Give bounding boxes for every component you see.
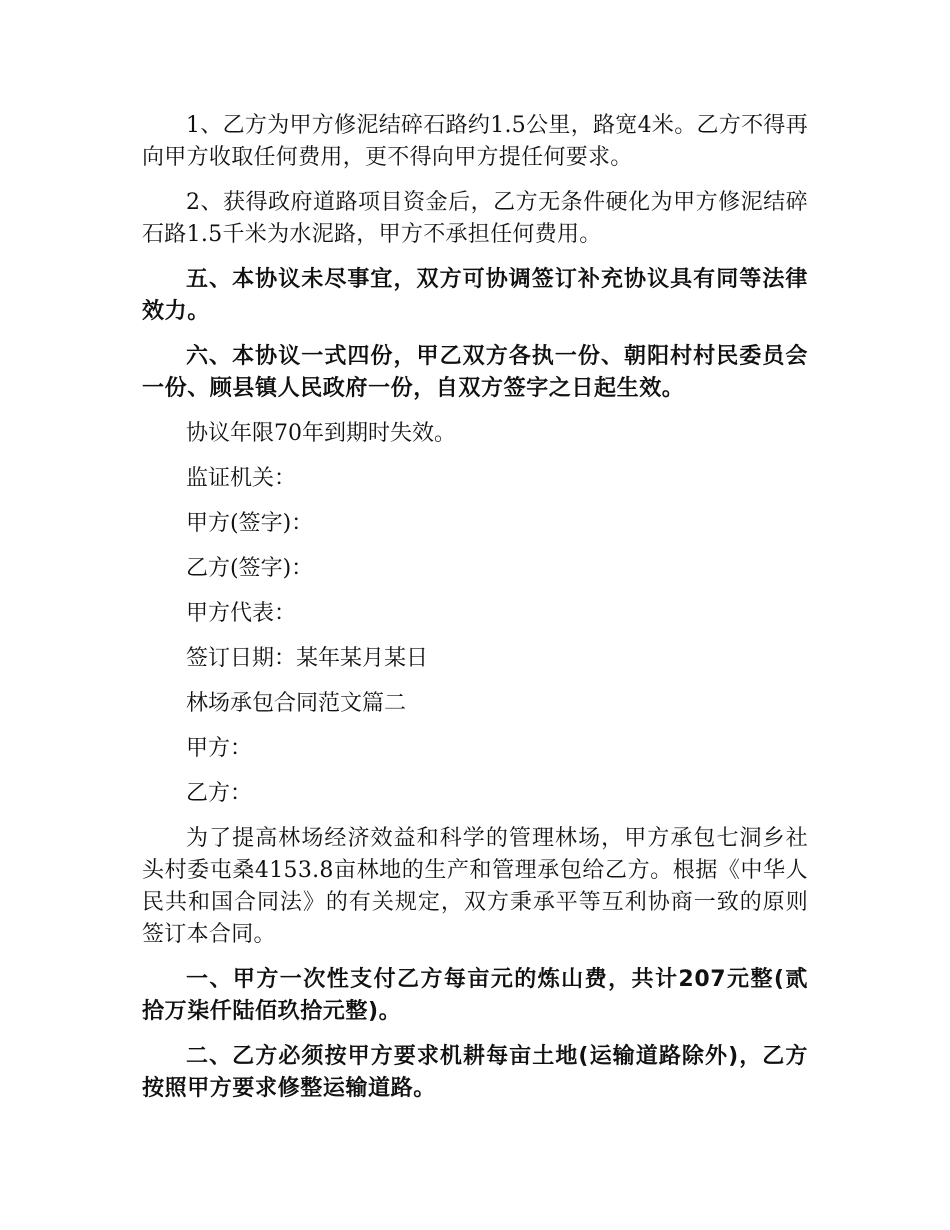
section-title: 林场承包合同范文篇二 bbox=[186, 691, 407, 716]
party-a-representative-line: 甲方代表： bbox=[186, 601, 297, 626]
clause-road-hardening: 2、获得政府道路项目资金后，乙方无条件硬化为甲方修泥结碎石路1.5千米为水泥路，甲方不承担任何费用。 bbox=[142, 190, 808, 247]
article-two-heading: 二、乙方必须按甲方要求机耕每亩土地(运输道路除外)，乙方按照甲方要求修整运输道路。 bbox=[142, 1044, 808, 1101]
term-line: 协议年限70年到期时失效。 bbox=[186, 421, 456, 446]
article-six-heading: 六、本协议一式四份，甲乙双方各执一份、朝阳村村民委员会一份、顾县镇人民政府一份，自双方签字之日起生效。 bbox=[142, 344, 808, 401]
party-b-signature-line: 乙方(签字)： bbox=[186, 556, 314, 581]
party-a-line: 甲方： bbox=[186, 736, 253, 761]
document-page bbox=[142, 110, 808, 1118]
article-one-heading: 一、甲方一次性支付乙方每亩元的炼山费，共计207元整(贰拾万柒仟陆佰玖拾元整)。 bbox=[142, 967, 808, 1024]
article-five-heading: 五、本协议未尽事宜，双方可协调签订补充协议具有同等法律效力。 bbox=[142, 267, 808, 324]
preamble-paragraph: 为了提高林场经济效益和科学的管理林场，甲方承包七洞乡社头村委屯桑4153.8亩林地的生产和管理承包给乙方。根据《中华人民共和国合同法》的有关规定，双方秉承平等互利协商一致的原则签订本合同。 bbox=[142, 826, 808, 947]
signing-date-line: 签订日期：某年某月某日 bbox=[186, 646, 429, 671]
party-a-signature-line: 甲方(签字)： bbox=[186, 511, 314, 536]
clause-road-construction: 1、乙方为甲方修泥结碎石路约1.5公里，路宽4米。乙方不得再向甲方收取任何费用，更不得向甲方提任何要求。 bbox=[142, 113, 808, 170]
party-b-line: 乙方： bbox=[186, 781, 253, 806]
supervisor-line: 监证机关： bbox=[186, 466, 297, 491]
